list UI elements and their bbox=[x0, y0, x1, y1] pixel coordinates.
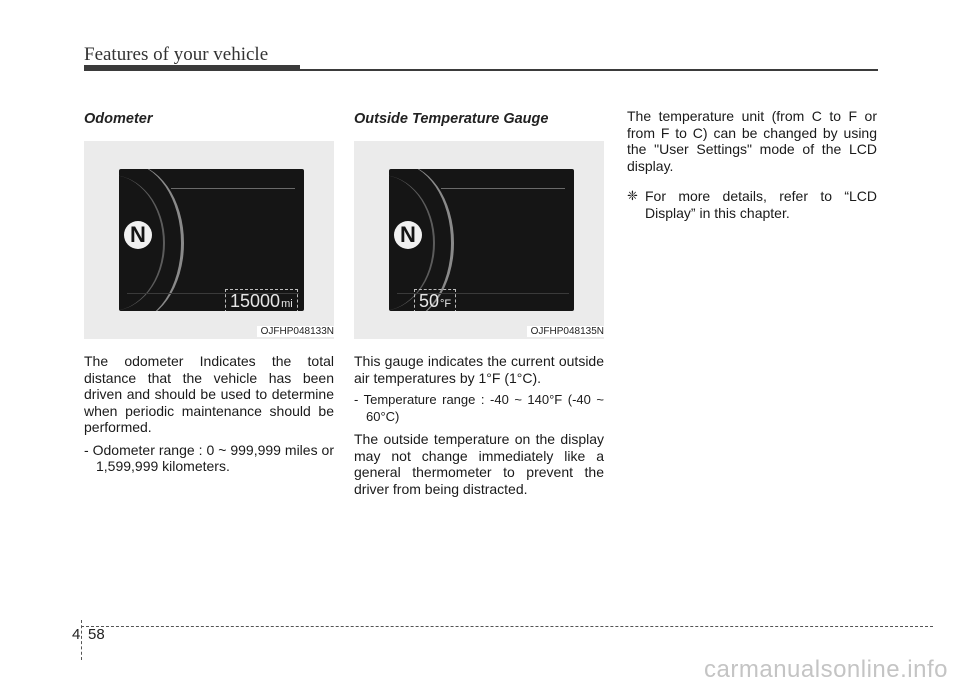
temperature-unit: °F bbox=[440, 298, 452, 310]
header-rule-thick bbox=[84, 65, 300, 71]
temperature-description: This gauge indicates the current outside air temperatures by 1°F (1°C). bbox=[354, 353, 604, 386]
odometer-figure bbox=[84, 141, 334, 339]
odometer-readout bbox=[225, 289, 298, 311]
footer-divider-horizontal bbox=[81, 626, 933, 627]
screen-divider-line bbox=[441, 188, 565, 189]
units-section bbox=[627, 108, 877, 221]
units-reference bbox=[627, 188, 877, 221]
temperature-cluster-screen bbox=[389, 169, 574, 311]
watermark: carmanualsonline.info bbox=[704, 656, 948, 683]
odometer-unit: mi bbox=[281, 298, 293, 310]
figure-code: OJFHP048133N bbox=[257, 326, 334, 337]
screen-divider-line bbox=[171, 188, 295, 189]
temperature-title: Outside Temperature Gauge bbox=[354, 111, 549, 127]
temperature-value: 50 bbox=[419, 291, 440, 311]
odometer-title: Odometer bbox=[84, 111, 153, 127]
units-description: The temperature unit (from C to F or from F to C) can be changed by using the "User Settings" mode of the LCD display. bbox=[627, 108, 877, 174]
temperature-section bbox=[354, 108, 604, 497]
odometer-description: The odometer Indicates the total distance that the vehicle has been driven and should be used to determine when periodic maintenance should be performed. bbox=[84, 353, 334, 435]
odometer-cluster-screen bbox=[119, 169, 304, 311]
page-number: 58 bbox=[88, 626, 105, 643]
temperature-note: The outside temperature on the display may not change immediately like a general thermometer to prevent the driver from being distracted. bbox=[354, 431, 604, 497]
odometer-range: - Odometer range : 0 ~ 999,999 miles or 1,599,999 kilometers. bbox=[84, 441, 334, 474]
page-header-title: Features of your vehicle bbox=[84, 44, 269, 65]
gear-indicator-icon: N bbox=[124, 221, 152, 249]
odometer-section bbox=[84, 108, 334, 475]
header-rule-thin bbox=[300, 69, 878, 71]
temperature-range: - Temperature range : -40 ~ 140°F (-40 ~ 60°C) bbox=[354, 392, 604, 424]
odometer-value: 15000 bbox=[230, 291, 281, 311]
reference-note-icon: ❈ bbox=[627, 188, 638, 203]
temperature-figure bbox=[354, 141, 604, 339]
gear-indicator-icon: N bbox=[394, 221, 422, 249]
units-reference-text: For more details, refer to “LCD Display” in this chapter. bbox=[645, 188, 877, 221]
chapter-number: 4 bbox=[72, 626, 81, 643]
figure-code: OJFHP048135N bbox=[527, 326, 604, 337]
temperature-readout bbox=[414, 289, 456, 311]
